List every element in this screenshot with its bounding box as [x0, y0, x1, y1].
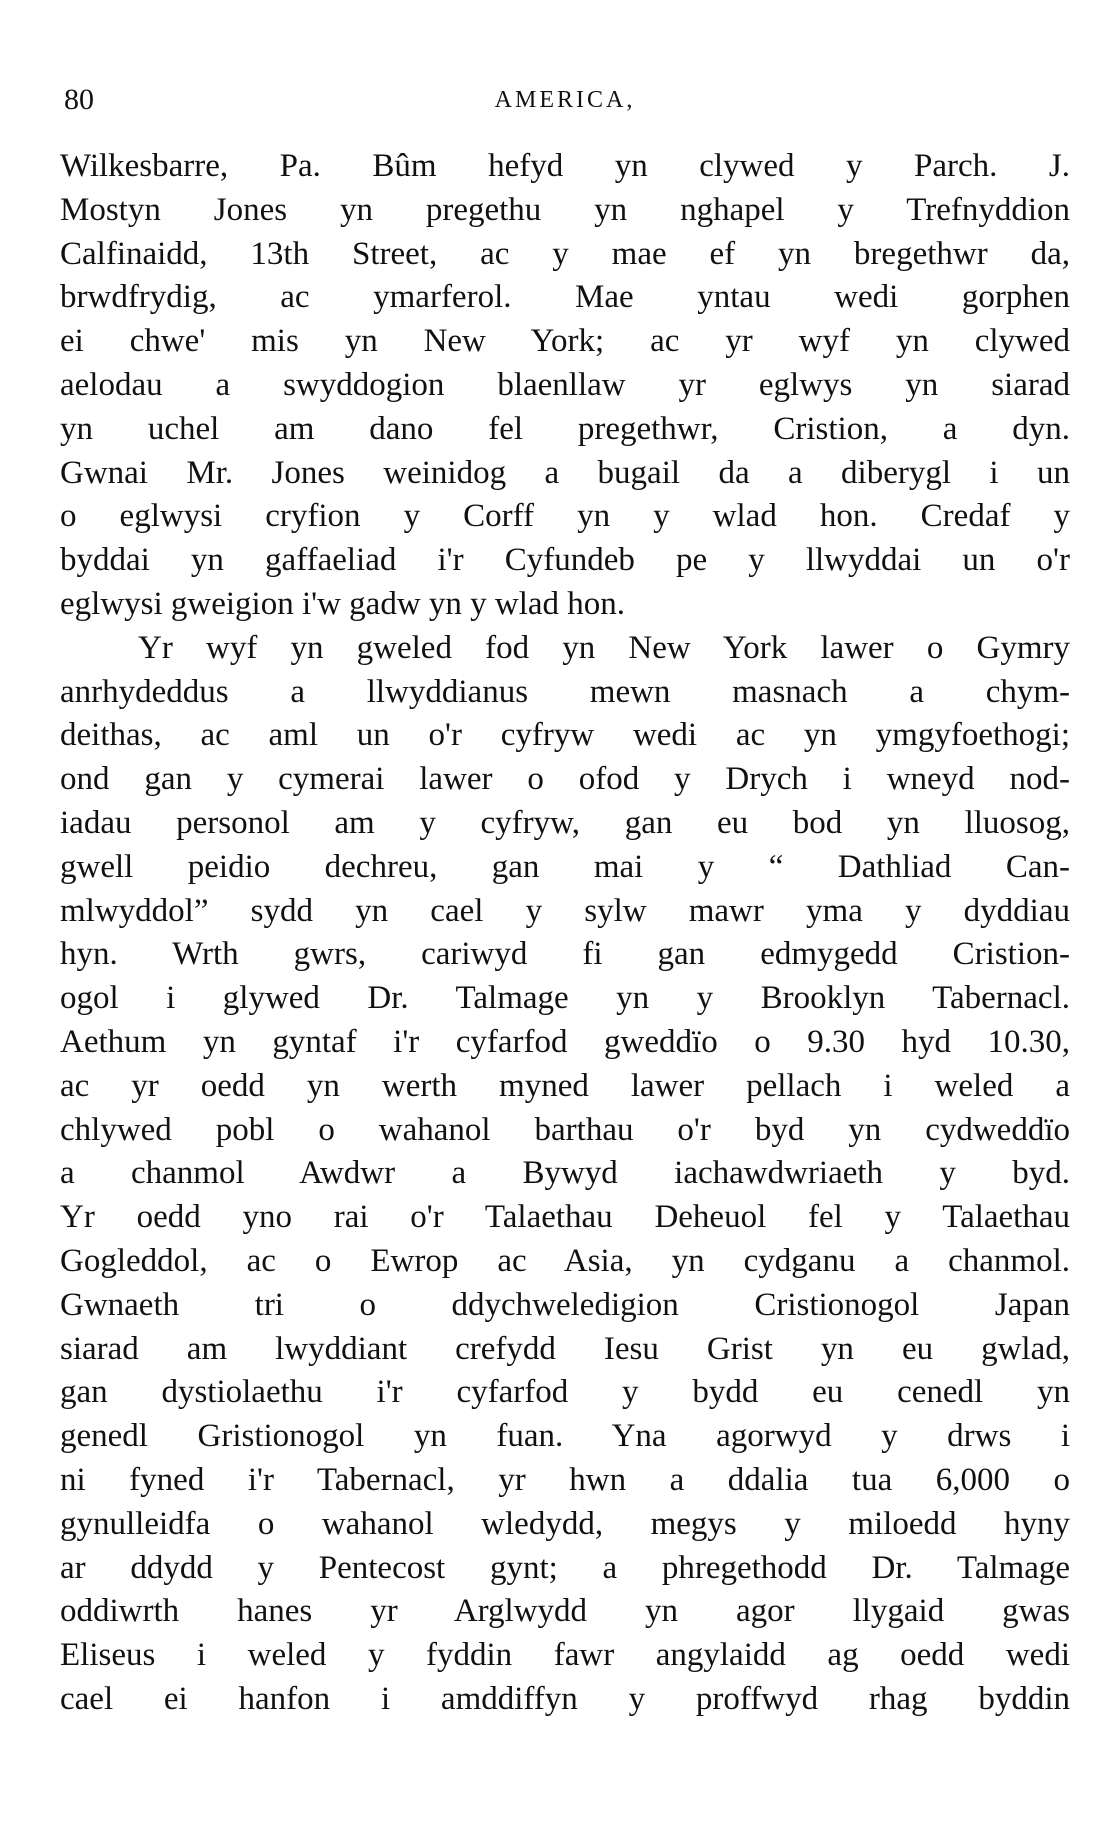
text-line: hyn. Wrth gwrs, cariwyd fi gan edmygedd Cristion- [60, 936, 1070, 973]
text-line: aelodau a swyddogion blaenllaw yr eglwys yn siarad [60, 366, 1070, 403]
text-line: oddiwrth hanes yr Arglwydd yn agor llygaid gwas [60, 1593, 1070, 1630]
text-line: Eliseus i weled y fyddin fawr angylaidd ag oedd wedi [60, 1637, 1070, 1674]
page-header [60, 80, 1070, 120]
text-line: yn uchel am dano fel pregethwr, Cristion, a dyn. [60, 410, 1070, 447]
text-line: Yr oedd yno rai o'r Talaethau Deheuol fel y Talaethau [60, 1199, 1070, 1236]
running-head: AMERICA, [494, 87, 636, 113]
text-line: siarad am lwyddiant crefydd Iesu Grist yn eu gwlad, [60, 1330, 1070, 1367]
text-line: ni fyned i'r Tabernacl, yr hwn a ddalia tua 6,000 o [60, 1461, 1070, 1498]
text-line: gan dystiolaethu i'r cyfarfod y bydd eu cenedl yn [60, 1374, 1070, 1411]
text-line: anrhydeddus a llwyddianus mewn masnach a chym- [60, 673, 1070, 710]
text-line: ogol i glywed Dr. Talmage yn y Brooklyn Tabernacl. [60, 980, 1070, 1017]
text-line: gwell peidio dechreu, gan mai y “ Dathliad Can- [60, 848, 1070, 885]
text-line: mlwyddol” sydd yn cael y sylw mawr yma y dyddiau [60, 892, 1070, 929]
text-line: ei chwe' mis yn New York; ac yr wyf yn clywed [60, 323, 1070, 360]
text-line: gynulleidfa o wahanol wledydd, megys y miloedd hyny [60, 1505, 1070, 1542]
paragraph [60, 627, 1070, 1722]
text-line: iadau personol am y cyfryw, gan eu bod yn lluosog, [60, 804, 1070, 841]
paragraph [60, 145, 1070, 627]
text-line: Gwnaeth tri o ddychweledigion Cristionogol Japan [60, 1286, 1070, 1323]
text-line: Aethum yn gyntaf i'r cyfarfod gweddïo o 9.30 hyd 10.30, [60, 1023, 1070, 1060]
text-line: ac yr oedd yn werth myned lawer pellach i weled a [60, 1067, 1070, 1104]
text-line: Wilkesbarre, Pa. Bûm hefyd yn clywed y Parch. J. [60, 148, 1070, 184]
text-line: cael ei hanfon i amddiffyn y proffwyd rhag byddin [60, 1680, 1070, 1717]
text-line: Mostyn Jones yn pregethu yn nghapel y Trefnyddion [60, 191, 1070, 228]
text-line: chlywed pobl o wahanol barthau o'r byd yn cydweddïo [60, 1111, 1070, 1148]
text-line: Calfinaidd, 13th Street, ac y mae ef yn bregethwr da, [60, 235, 1070, 272]
text-line: ar ddydd y Pentecost gynt; a phregethodd Dr. Talmage [60, 1549, 1070, 1586]
text-line: ond gan y cymerai lawer o ofod y Drych i wneyd nod- [60, 761, 1070, 798]
text-line: eglwysi gweigion i'w gadw yn y wlad hon. [60, 585, 626, 622]
text-line: genedl Gristionogol yn fuan. Yna agorwyd y drws i [60, 1418, 1070, 1455]
text-line: brwdfrydig, ac ymarferol. Mae yntau wedi gorphen [60, 279, 1070, 316]
text-line: o eglwysi cryfion y Corff yn y wlad hon. Credaf y [60, 498, 1070, 535]
text-line: deithas, ac aml un o'r cyfryw wedi ac yn ymgyfoethogi; [60, 717, 1070, 754]
text-line: Yr wyf yn gweled fod yn New York lawer o Gymry [138, 629, 1070, 666]
text-line: byddai yn gaffaeliad i'r Cyfundeb pe y llwyddai un o'r [60, 542, 1070, 579]
text-line: Gogleddol, ac o Ewrop ac Asia, yn cydganu a chanmol. [60, 1242, 1070, 1279]
text-line: a chanmol Awdwr a Bywyd iachawdwriaeth y byd. [60, 1155, 1070, 1192]
body-text [60, 145, 1070, 1722]
text-line: Gwnai Mr. Jones weinidog a bugail da a diberygl i un [60, 454, 1070, 491]
page-number: 80 [64, 83, 94, 116]
